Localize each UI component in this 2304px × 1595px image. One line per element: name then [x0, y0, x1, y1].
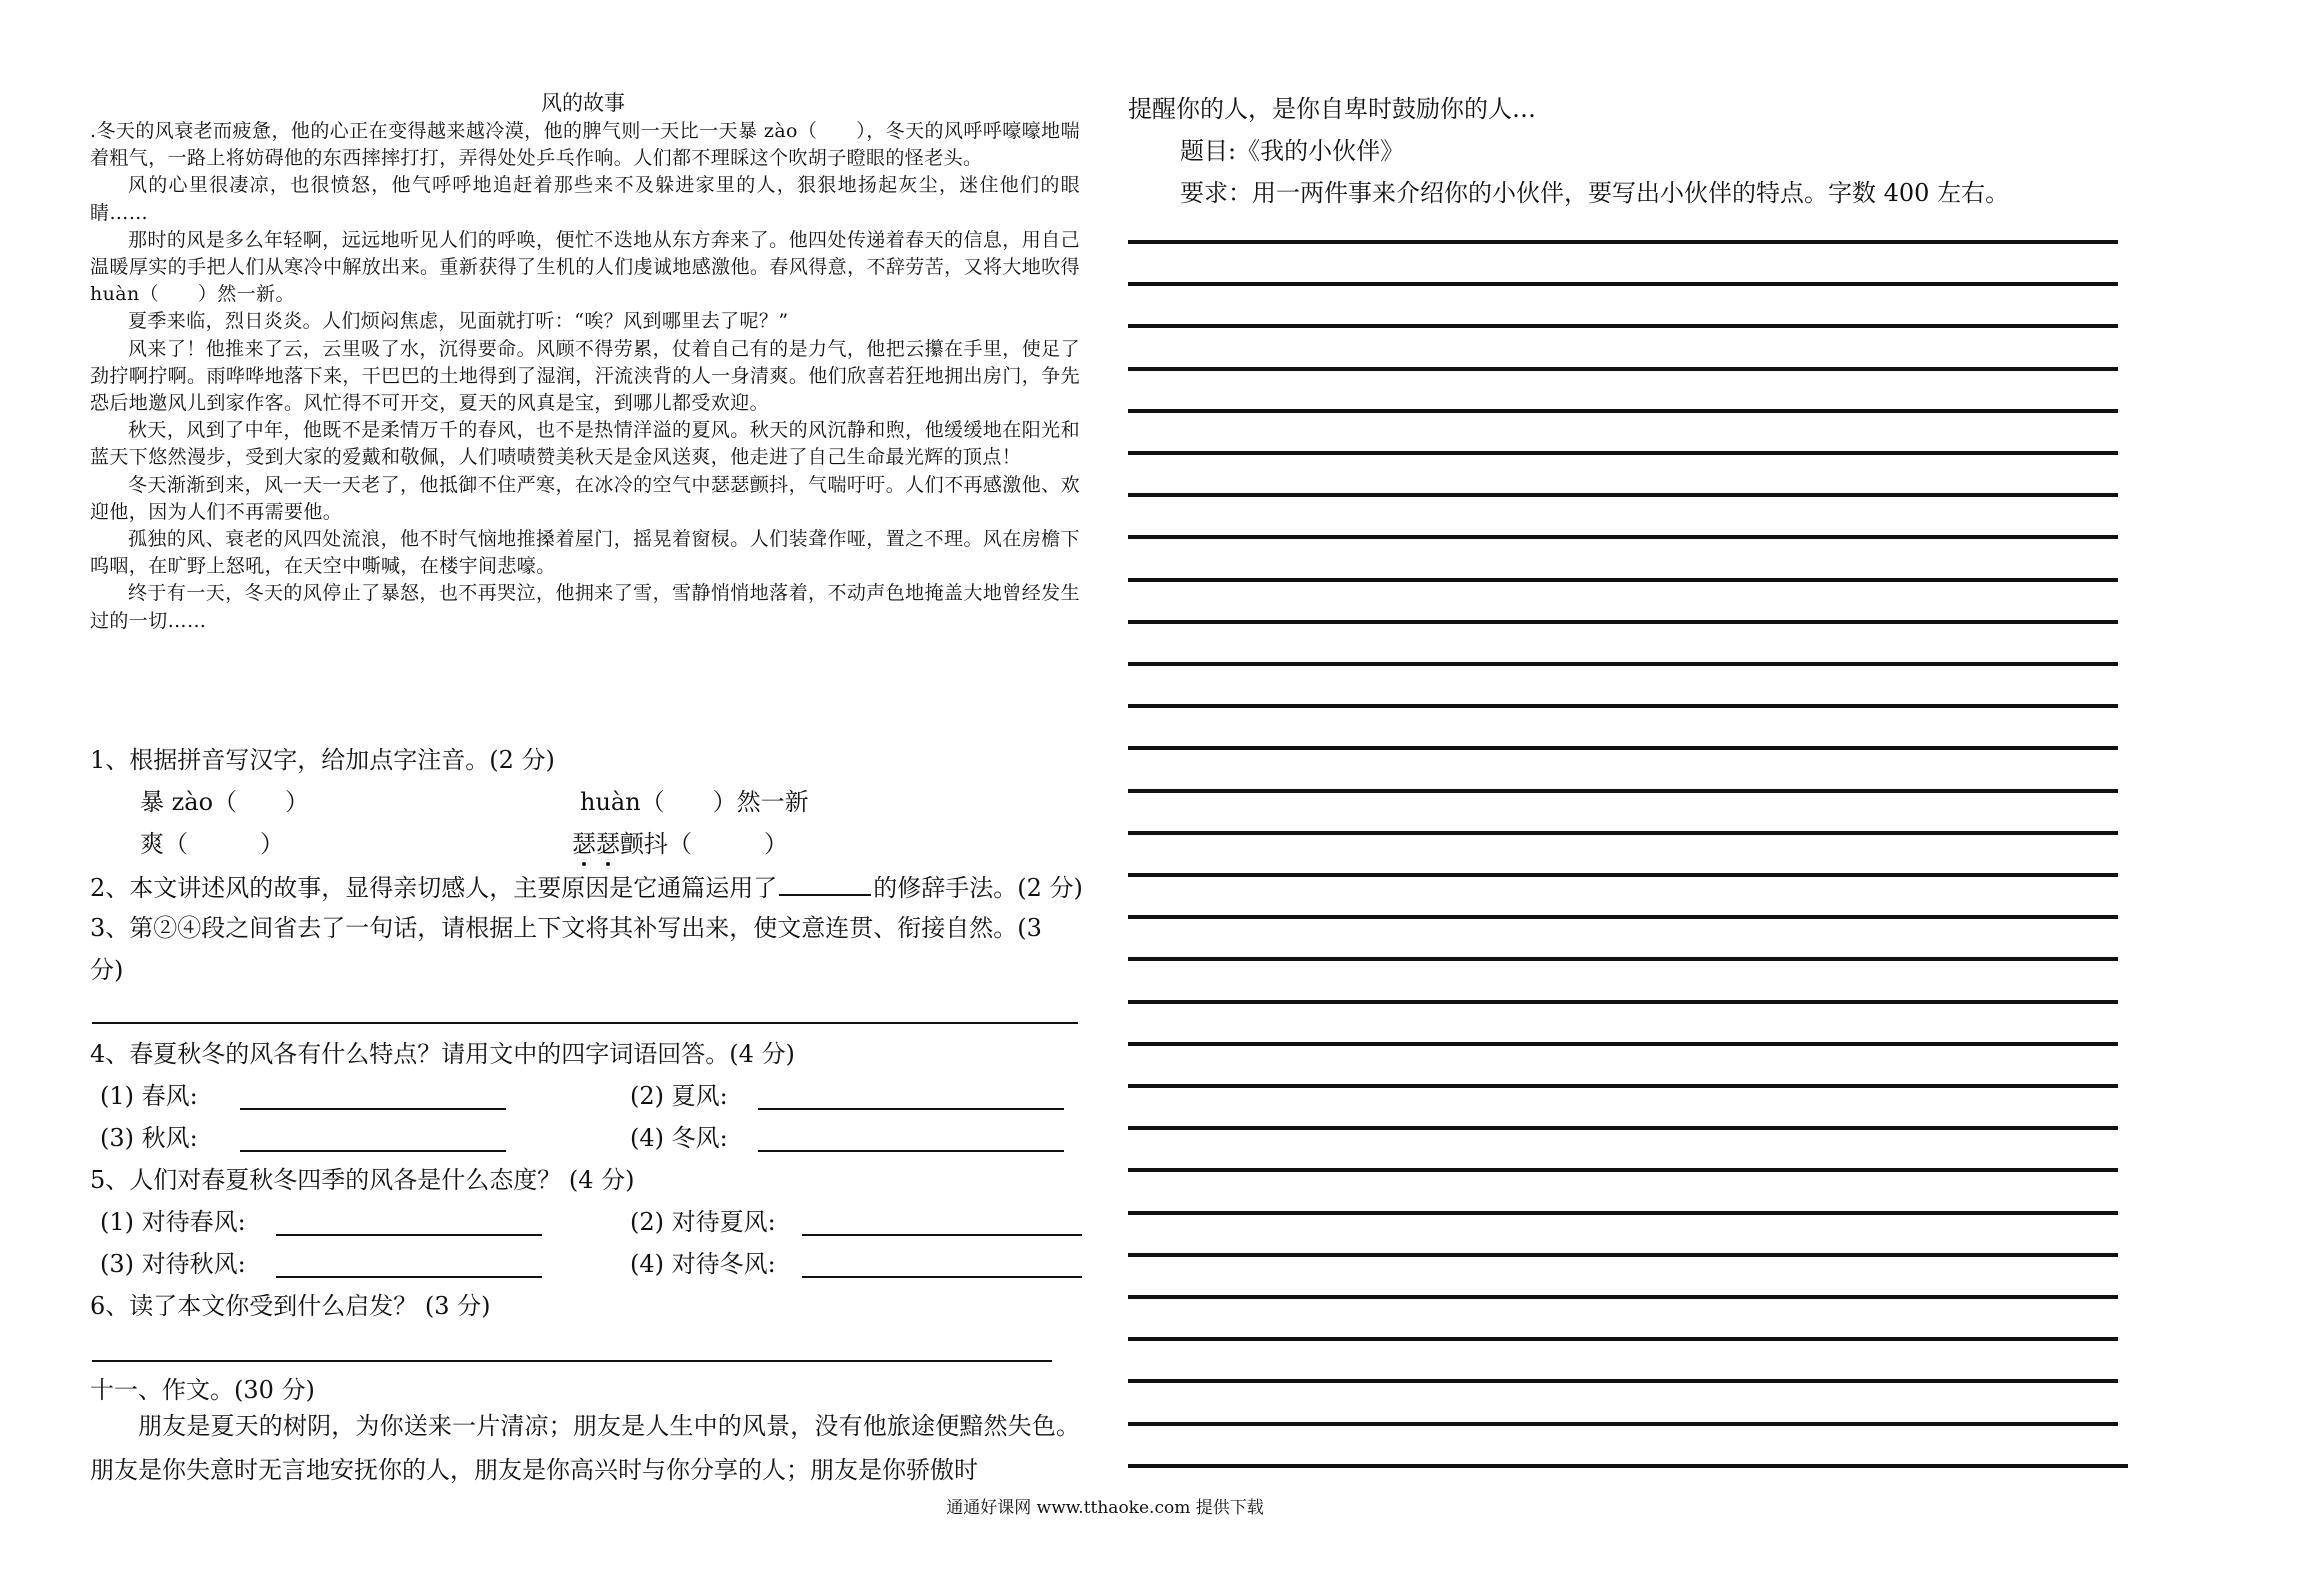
q1-item-d [572, 828, 788, 860]
writing-line[interactable] [1128, 1379, 2118, 1383]
essay-heading: 十一、作文。(30 分) [90, 1376, 315, 1404]
writing-line[interactable] [1128, 746, 2118, 750]
writing-line[interactable] [1128, 1295, 2118, 1299]
essay-intro-block [90, 1404, 1080, 1492]
question-1: 1、根据拼音写汉字，给加点字注音。(2 分) [90, 746, 555, 774]
question-4: 4、春夏秋冬的风各有什么特点？请用文中的四字词语回答。(4 分) [90, 1040, 795, 1068]
story-title: 风的故事 [541, 91, 625, 115]
question-6: 6、读了本文你受到什么启发？ (3 分) [90, 1292, 491, 1320]
q1-item-d-rest: 颤抖（ ） [620, 830, 788, 858]
writing-line[interactable] [1128, 367, 2118, 371]
question-5: 5、人们对春夏秋冬四季的风各是什么态度？ (4 分) [90, 1166, 635, 1194]
q3-answer-line[interactable] [92, 1022, 1078, 1024]
writing-line[interactable] [1128, 1211, 2118, 1215]
story-paragraph: 风的心里很凄凉，也很愤怒，他气呼呼地追赶着那些来不及躲进家里的人，狠狠地扬起灰尘，迷住他们的眼睛…… [90, 174, 1080, 224]
writing-line[interactable] [1128, 1422, 2118, 1426]
essay-topic: 题目:《我的小伙伴》 [1180, 137, 1405, 165]
writing-line[interactable] [1128, 915, 2118, 919]
writing-line[interactable] [1128, 662, 2118, 666]
story-paragraph: 冬天渐渐到来，风一天一天老了，他抵御不住严寒，在冰冷的空气中瑟瑟颤抖，气喘吁吁。人们不再感激他、欢迎他，因为人们不再需要他。 [90, 473, 1080, 523]
q4-spring-label: (1) 春风: [100, 1082, 198, 1110]
q5-autumn-line[interactable] [276, 1276, 542, 1278]
q4-spring-line[interactable] [240, 1108, 506, 1110]
essay-continuation [1128, 88, 2128, 214]
q4-summer-label: (2) 夏风: [630, 1082, 728, 1110]
question-3-line2: 分) [90, 956, 124, 984]
writing-line[interactable] [1128, 957, 2118, 961]
story-paragraph: .冬天的风衰老而疲惫，他的心正在变得越来越冷漠，他的脾气则一天比一天暴 zào（ ），冬天的风呼呼嚎嚎地喘着粗气，一路上将妨碍他的东西摔摔打打，弄得处处乒乓作响。人们都不理睬这个吹胡子瞪眼的怪老头。 [90, 120, 1080, 170]
writing-line[interactable] [1128, 282, 2118, 286]
writing-line[interactable] [1128, 451, 2118, 455]
q1-item-b: huàn（ ）然一新 [580, 788, 809, 816]
q5-winter-line[interactable] [802, 1276, 1082, 1278]
q5-summer-label: (2) 对待夏风: [630, 1208, 776, 1236]
q4-autumn-label: (3) 秋风: [100, 1124, 198, 1152]
story-paragraph: 孤独的风、衰老的风四处流浪，他不时气恼地推搡着屋门，摇晃着窗棂。人们装聋作哑，置之不理。风在房檐下呜咽，在旷野上怒吼，在天空中嘶喊，在楼宇间悲嚎。 [90, 528, 1080, 578]
q4-autumn-line[interactable] [240, 1150, 506, 1152]
story-paragraph: 秋天，风到了中年，他既不是柔情万千的春风，也不是热情洋溢的夏风。秋天的风沉静和煦，他缓缓地在阳光和蓝天下悠然漫步，受到大家的爱戴和敬佩，人们啧啧赞美秋天是金风送爽，他走进了自己生命最光辉的顶点！ [90, 419, 1080, 469]
story-body [90, 118, 1080, 635]
writing-line[interactable] [1128, 1168, 2118, 1172]
reading-passage [90, 88, 1080, 635]
q5-winter-label: (4) 对待冬风: [630, 1250, 776, 1278]
q5-summer-line[interactable] [802, 1234, 1082, 1236]
q5-spring-line[interactable] [276, 1234, 542, 1236]
q1-item-c: 爽（ ） [140, 830, 284, 858]
writing-line[interactable] [1128, 789, 2118, 793]
writing-line[interactable] [1128, 1337, 2118, 1341]
dotted-char: 瑟 [572, 830, 596, 858]
story-paragraph: 夏季来临，烈日炎炎。人们烦闷焦虑，见面就打听：“唉？风到哪里去了呢？” [128, 310, 789, 333]
q5-autumn-label: (3) 对待秋风: [100, 1250, 246, 1278]
writing-line[interactable] [1128, 324, 2118, 328]
writing-line[interactable] [1128, 409, 2118, 413]
essay-intro: 朋友是夏天的树阴，为你送来一片清凉；朋友是人生中的风景，没有他旅途便黯然失色。朋友是你失意时无言地安抚你的人，朋友是你高兴时与你分享的人；朋友是你骄傲时 [90, 1412, 1080, 1484]
q2-text-before: 2、本文讲述风的故事，显得亲切感人，主要原因是它通篇运用了 [90, 874, 778, 902]
essay-intro-continued: 提醒你的人，是你自卑时鼓励你的人… [1128, 95, 1536, 123]
writing-line[interactable] [1128, 831, 2118, 835]
writing-line[interactable] [1128, 578, 2118, 582]
story-paragraph: 风来了！他推来了云，云里吸了水，沉得要命。风顾不得劳累，仗着自己有的是力气，他把云攥在手里，使足了劲拧啊拧啊。雨哗哗地落下来，干巴巴的土地得到了湿润，汗流浃背的人一身清爽。他们欣喜若狂地拥出房门，争先恐后地邀风儿到家作客。风忙得不可开交，夏天的风真是宝，到哪儿都受欢迎。 [90, 337, 1080, 415]
story-paragraph: 那时的风是多么年轻啊，远远地听见人们的呼唤，便忙不迭地从东方奔来了。他四处传递着春天的信息，用自己温暖厚实的手把人们从寒冷中解放出来。重新获得了生机的人们虔诚地感激他。春风得意，不辞劳苦，又将大地吹得 huàn（ ）然一新。 [90, 228, 1080, 306]
writing-line[interactable] [1128, 1084, 2118, 1088]
writing-line[interactable] [1128, 1126, 2118, 1130]
q1-item-a: 暴 zào（ ） [140, 788, 310, 816]
footer-source: 通通好课网 www.tthaoke.com 提供下载 [946, 1498, 1264, 1518]
q5-spring-label: (1) 对待春风: [100, 1208, 246, 1236]
writing-line[interactable] [1128, 620, 2118, 624]
writing-line[interactable] [1128, 1464, 2128, 1468]
writing-line[interactable] [1128, 873, 2118, 877]
story-paragraph: 终于有一天，冬天的风停止了暴怒，也不再哭泣，他拥来了雪，雪静悄悄地落着，不动声色地掩盖大地曾经发生过的一切…… [90, 582, 1080, 632]
question-3-line1: 3、第②④段之间省去了一句话，请根据上下文将其补写出来，使文意连贯、衔接自然。(3 [90, 914, 1042, 942]
q6-answer-line[interactable] [92, 1360, 1052, 1362]
essay-requirement: 要求：用一两件事来介绍你的小伙伴，要写出小伙伴的特点。字数 400 左右。 [1180, 179, 2010, 207]
q4-winter-label: (4) 冬风: [630, 1124, 728, 1152]
writing-line[interactable] [1128, 1042, 2118, 1046]
question-2 [90, 870, 1083, 904]
q4-winter-line[interactable] [758, 1150, 1064, 1152]
writing-line[interactable] [1128, 535, 2118, 539]
writing-line[interactable] [1128, 704, 2118, 708]
q2-answer-blank[interactable] [779, 870, 871, 896]
writing-line[interactable] [1128, 240, 2118, 244]
q4-summer-line[interactable] [758, 1108, 1064, 1110]
writing-line[interactable] [1128, 493, 2118, 497]
writing-line[interactable] [1128, 1000, 2118, 1004]
dotted-char: 瑟 [596, 830, 620, 858]
q2-text-after: 的修辞手法。(2 分) [873, 874, 1083, 902]
writing-line[interactable] [1128, 1253, 2118, 1257]
